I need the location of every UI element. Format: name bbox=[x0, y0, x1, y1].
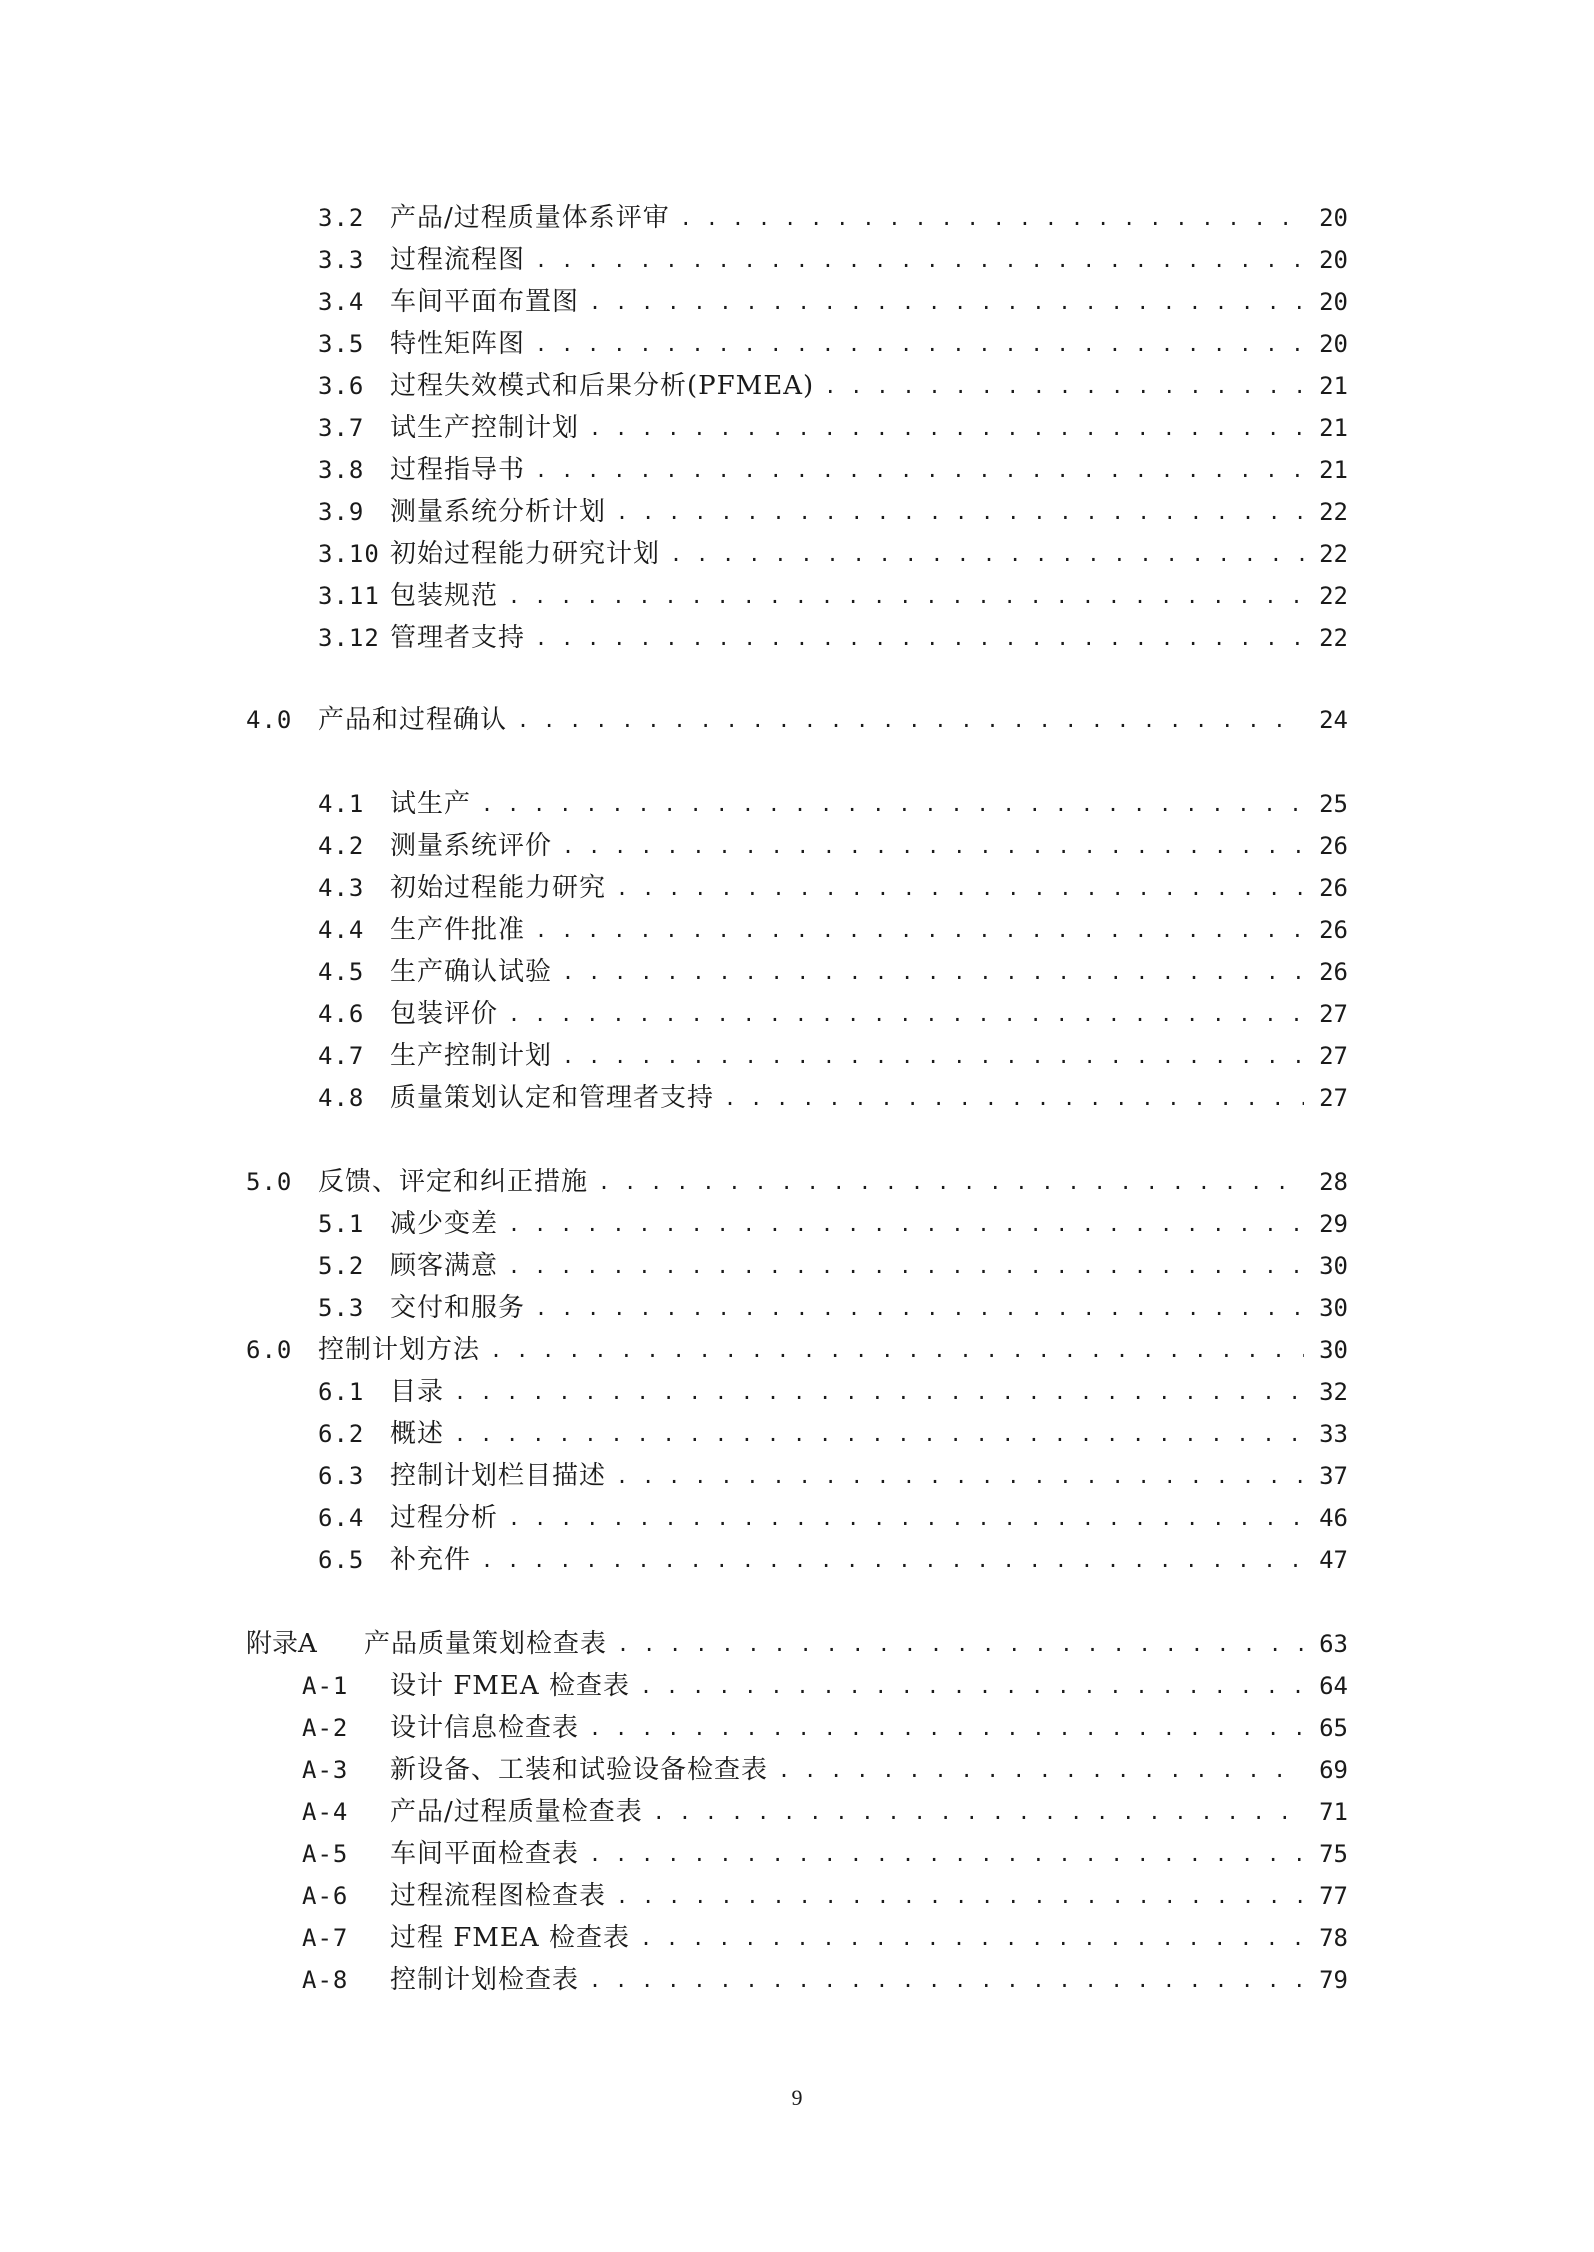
toc-entry-number: 5.1 bbox=[318, 1210, 365, 1238]
toc-entry-title: 特性矩阵图 bbox=[390, 329, 526, 359]
toc-leader-dots bbox=[508, 1246, 1304, 1286]
toc-entry-title: 初始过程能力研究 bbox=[390, 873, 607, 903]
toc-leader-dots bbox=[670, 534, 1304, 574]
toc-leader-dots bbox=[617, 1624, 1304, 1664]
toc-entry-title: 过程指导书 bbox=[390, 455, 526, 485]
toc-entry-page: 25 bbox=[1319, 790, 1348, 818]
toc-entry-number: 6.4 bbox=[318, 1504, 365, 1532]
toc-entry-number: A-6 bbox=[302, 1882, 349, 1910]
toc-entry bbox=[318, 784, 1348, 824]
toc-entry-title: 目录 bbox=[390, 1377, 445, 1407]
toc-entry-title: 车间平面布置图 bbox=[390, 287, 580, 317]
toc-section-title: 产品质量策划检查表 bbox=[364, 1629, 608, 1659]
toc-leader-dots bbox=[535, 240, 1304, 280]
toc-entry-page: 71 bbox=[1319, 1798, 1348, 1826]
toc-entry bbox=[318, 282, 1348, 322]
toc-entry bbox=[318, 1078, 1348, 1118]
toc-entry-title: 过程分析 bbox=[390, 1503, 499, 1533]
toc-leader-dots bbox=[508, 994, 1304, 1034]
toc-entry-page: 20 bbox=[1319, 204, 1348, 232]
toc-entry bbox=[302, 1666, 1348, 1706]
toc-entry-title: 初始过程能力研究计划 bbox=[390, 539, 661, 569]
toc-section-title: 产品和过程确认 bbox=[318, 705, 508, 735]
toc-leader-dots bbox=[589, 1708, 1304, 1748]
toc-entry-number: A-2 bbox=[302, 1714, 349, 1742]
toc-entry bbox=[318, 198, 1348, 238]
toc-leader-dots bbox=[562, 826, 1304, 866]
toc-entry-page: 69 bbox=[1319, 1756, 1348, 1784]
toc-entry-page: 78 bbox=[1319, 1924, 1348, 1952]
toc-section-number: 附录A bbox=[246, 1629, 317, 1659]
toc-entry-page: 20 bbox=[1319, 330, 1348, 358]
toc-entry-title: 生产确认试验 bbox=[390, 957, 553, 987]
toc-entry-number: 3.2 bbox=[318, 204, 365, 232]
toc-entry-number: 3.8 bbox=[318, 456, 365, 484]
toc-entry-page: 37 bbox=[1319, 1462, 1348, 1490]
toc-entry bbox=[318, 994, 1348, 1034]
toc-entry-title: 测量系统评价 bbox=[390, 831, 553, 861]
toc-entry-title: 新设备、工装和试验设备检查表 bbox=[390, 1755, 769, 1785]
toc-entry-number: 3.9 bbox=[318, 498, 365, 526]
toc-entry-number: 3.7 bbox=[318, 414, 365, 442]
toc-leader-dots bbox=[589, 282, 1304, 322]
toc-leader-dots bbox=[589, 408, 1304, 448]
toc-entry bbox=[318, 1288, 1348, 1328]
toc-entry-number: A-5 bbox=[302, 1840, 349, 1868]
toc-entry-title: 产品/过程质量体系评审 bbox=[390, 203, 670, 233]
toc-entry-page: 33 bbox=[1319, 1420, 1348, 1448]
toc-entry bbox=[318, 1204, 1348, 1244]
page-number: 9 bbox=[791, 2085, 803, 2110]
toc-leader-dots bbox=[535, 324, 1304, 364]
toc-entry-number: A-7 bbox=[302, 1924, 349, 1952]
toc-entry-number: 5.3 bbox=[318, 1294, 365, 1322]
toc-entry-title: 包装规范 bbox=[390, 581, 499, 611]
toc-entry bbox=[318, 868, 1348, 908]
toc-entry-number: 4.1 bbox=[318, 790, 365, 818]
toc-entry-page: 26 bbox=[1319, 916, 1348, 944]
toc-entry-title: 试生产 bbox=[390, 789, 472, 819]
toc-leader-dots bbox=[562, 1036, 1304, 1076]
toc-entry-title: 过程流程图检查表 bbox=[390, 1881, 607, 1911]
toc-leader-dots bbox=[616, 868, 1304, 908]
toc-entry-page: 20 bbox=[1319, 288, 1348, 316]
toc-entry-number: 4.6 bbox=[318, 1000, 365, 1028]
toc-entry bbox=[318, 450, 1348, 490]
toc-leader-dots bbox=[616, 1876, 1304, 1916]
toc-entry-number: 6.3 bbox=[318, 1462, 365, 1490]
toc-entry-title: 质量策划认定和管理者支持 bbox=[390, 1083, 715, 1113]
toc-entry-title: 减少变差 bbox=[390, 1209, 499, 1239]
toc-entry-number: A-8 bbox=[302, 1966, 349, 1994]
toc-entry-title: 顾客满意 bbox=[390, 1251, 499, 1281]
toc-entry-title: 生产件批准 bbox=[390, 915, 526, 945]
toc-entry bbox=[318, 910, 1348, 950]
toc-entry-page: 22 bbox=[1319, 498, 1348, 526]
toc-entry bbox=[318, 1540, 1348, 1580]
toc-section bbox=[246, 700, 1348, 740]
toc-entry-title: 补充件 bbox=[390, 1545, 472, 1575]
toc-entry-page: 21 bbox=[1319, 456, 1348, 484]
toc-leader-dots bbox=[535, 910, 1304, 950]
toc-section-title: 控制计划方法 bbox=[318, 1335, 481, 1365]
toc-leader-dots bbox=[598, 1162, 1304, 1202]
toc-entry bbox=[318, 366, 1348, 406]
toc-entry-number: 4.2 bbox=[318, 832, 365, 860]
toc-entry-number: 3.12 bbox=[318, 624, 380, 652]
toc-entry-page: 47 bbox=[1319, 1546, 1348, 1574]
toc-entry bbox=[318, 408, 1348, 448]
toc-entry bbox=[318, 1372, 1348, 1412]
toc-entry-page: 79 bbox=[1319, 1966, 1348, 1994]
toc-entry-number: 3.6 bbox=[318, 372, 365, 400]
toc-leader-dots bbox=[824, 366, 1304, 406]
toc-entry-number: 6.1 bbox=[318, 1378, 365, 1406]
toc-entry bbox=[318, 826, 1348, 866]
toc-leader-dots bbox=[508, 576, 1304, 616]
toc-leader-dots bbox=[490, 1330, 1304, 1370]
toc-entry-page: 30 bbox=[1319, 1252, 1348, 1280]
toc-section-page: 63 bbox=[1319, 1630, 1348, 1658]
toc-entry-page: 32 bbox=[1319, 1378, 1348, 1406]
toc-leader-dots bbox=[640, 1666, 1304, 1706]
toc-entry-page: 26 bbox=[1319, 874, 1348, 902]
toc-entry-title: 生产控制计划 bbox=[390, 1041, 553, 1071]
toc-leader-dots bbox=[535, 618, 1304, 658]
toc-entry-title: 控制计划检查表 bbox=[390, 1965, 580, 1995]
toc-entry-page: 26 bbox=[1319, 958, 1348, 986]
toc-entry bbox=[318, 1456, 1348, 1496]
toc-entry-title: 测量系统分析计划 bbox=[390, 497, 607, 527]
toc-leader-dots bbox=[508, 1204, 1304, 1244]
toc-leader-dots bbox=[535, 450, 1304, 490]
toc-section bbox=[246, 1330, 1348, 1370]
toc-entry-number: 4.5 bbox=[318, 958, 365, 986]
toc-section-page: 30 bbox=[1319, 1336, 1348, 1364]
toc-leader-dots bbox=[680, 198, 1304, 238]
toc-entry-page: 46 bbox=[1319, 1504, 1348, 1532]
toc-entry-number: 3.11 bbox=[318, 582, 380, 610]
toc-entry bbox=[318, 952, 1348, 992]
toc-entry-page: 27 bbox=[1319, 1042, 1348, 1070]
toc-entry bbox=[302, 1708, 1348, 1748]
toc-entry bbox=[318, 492, 1348, 532]
toc-entry-page: 75 bbox=[1319, 1840, 1348, 1868]
toc-entry bbox=[318, 1498, 1348, 1538]
toc-entry-title: 设计信息检查表 bbox=[390, 1713, 580, 1743]
toc-entry bbox=[302, 1918, 1348, 1958]
toc-section-page: 24 bbox=[1319, 706, 1348, 734]
toc-entry-title: 车间平面检查表 bbox=[390, 1839, 580, 1869]
toc-entry bbox=[302, 1792, 1348, 1832]
toc-entry bbox=[318, 1246, 1348, 1286]
toc-entry-page: 20 bbox=[1319, 246, 1348, 274]
toc-entry bbox=[318, 1036, 1348, 1076]
toc-entry-number: 6.5 bbox=[318, 1546, 365, 1574]
toc-section-number: 6.0 bbox=[246, 1336, 293, 1364]
toc-entry-title: 设计 FMEA 检查表 bbox=[390, 1671, 630, 1701]
toc-section-page: 28 bbox=[1319, 1168, 1348, 1196]
toc-entry-page: 77 bbox=[1319, 1882, 1348, 1910]
toc-entry-number: A-1 bbox=[302, 1672, 349, 1700]
toc-entry-page: 21 bbox=[1319, 372, 1348, 400]
toc-leader-dots bbox=[508, 1498, 1304, 1538]
toc-entry-title: 管理者支持 bbox=[390, 623, 526, 653]
toc-entry-title: 控制计划栏目描述 bbox=[390, 1461, 607, 1491]
toc-entry bbox=[302, 1960, 1348, 2000]
toc-entry bbox=[318, 618, 1348, 658]
toc-entry-number: 5.2 bbox=[318, 1252, 365, 1280]
toc-entry-title: 产品/过程质量检查表 bbox=[390, 1797, 643, 1827]
toc-leader-dots bbox=[562, 952, 1304, 992]
toc-leader-dots bbox=[589, 1834, 1304, 1874]
toc-entry-page: 22 bbox=[1319, 582, 1348, 610]
toc-entry bbox=[302, 1750, 1348, 1790]
toc-entry-title: 过程流程图 bbox=[390, 245, 526, 275]
toc-entry-number: 4.3 bbox=[318, 874, 365, 902]
toc-leader-dots bbox=[481, 1540, 1304, 1580]
toc-entry-page: 26 bbox=[1319, 832, 1348, 860]
toc-entry-page: 21 bbox=[1319, 414, 1348, 442]
toc-entry-number: A-3 bbox=[302, 1756, 349, 1784]
toc-entry-page: 29 bbox=[1319, 1210, 1348, 1238]
toc-entry-number: 6.2 bbox=[318, 1420, 365, 1448]
toc-entry bbox=[318, 576, 1348, 616]
toc-leader-dots bbox=[517, 700, 1304, 740]
toc-leader-dots bbox=[589, 1960, 1304, 2000]
toc-leader-dots bbox=[616, 492, 1304, 532]
toc-entry bbox=[318, 1414, 1348, 1454]
toc-section-title: 反馈、评定和纠正措施 bbox=[318, 1167, 589, 1197]
toc-entry-page: 22 bbox=[1319, 540, 1348, 568]
toc-entry-page: 27 bbox=[1319, 1084, 1348, 1112]
toc-entry bbox=[302, 1834, 1348, 1874]
toc-leader-dots bbox=[724, 1078, 1304, 1118]
toc-entry-page: 30 bbox=[1319, 1294, 1348, 1322]
toc-entry-page: 22 bbox=[1319, 624, 1348, 652]
toc-leader-dots bbox=[535, 1288, 1304, 1328]
toc-entry-page: 65 bbox=[1319, 1714, 1348, 1742]
toc-entry-number: 3.4 bbox=[318, 288, 365, 316]
toc-leader-dots bbox=[454, 1414, 1304, 1454]
toc-entry-number: A-4 bbox=[302, 1798, 349, 1826]
toc-section bbox=[246, 1624, 1348, 1664]
toc-leader-dots bbox=[481, 784, 1304, 824]
toc-entry bbox=[318, 240, 1348, 280]
toc-entry bbox=[318, 534, 1348, 574]
toc-entry-title: 试生产控制计划 bbox=[390, 413, 580, 443]
toc-section-number: 4.0 bbox=[246, 706, 293, 734]
toc-entry bbox=[302, 1876, 1348, 1916]
toc-entry-title: 交付和服务 bbox=[390, 1293, 526, 1323]
toc-leader-dots bbox=[778, 1750, 1304, 1790]
toc-entry-title: 概述 bbox=[390, 1419, 445, 1449]
toc-entry-number: 4.4 bbox=[318, 916, 365, 944]
toc-entry-page: 27 bbox=[1319, 1000, 1348, 1028]
toc-leader-dots bbox=[640, 1918, 1304, 1958]
toc-entry-number: 4.8 bbox=[318, 1084, 365, 1112]
toc-leader-dots bbox=[616, 1456, 1304, 1496]
toc-leader-dots bbox=[454, 1372, 1304, 1412]
toc-entry-number: 4.7 bbox=[318, 1042, 365, 1070]
toc-section-number: 5.0 bbox=[246, 1168, 293, 1196]
toc-entry-number: 3.10 bbox=[318, 540, 380, 568]
toc-entry bbox=[318, 324, 1348, 364]
toc-entry-title: 过程失效模式和后果分析(PFMEA) bbox=[390, 371, 815, 401]
toc-entry-page: 64 bbox=[1319, 1672, 1348, 1700]
toc-entry-title: 包装评价 bbox=[390, 999, 499, 1029]
toc-entry-title: 过程 FMEA 检查表 bbox=[390, 1923, 630, 1953]
toc-entry-number: 3.5 bbox=[318, 330, 365, 358]
toc-entry-number: 3.3 bbox=[318, 246, 365, 274]
toc-section bbox=[246, 1162, 1348, 1202]
toc-leader-dots bbox=[653, 1792, 1304, 1832]
